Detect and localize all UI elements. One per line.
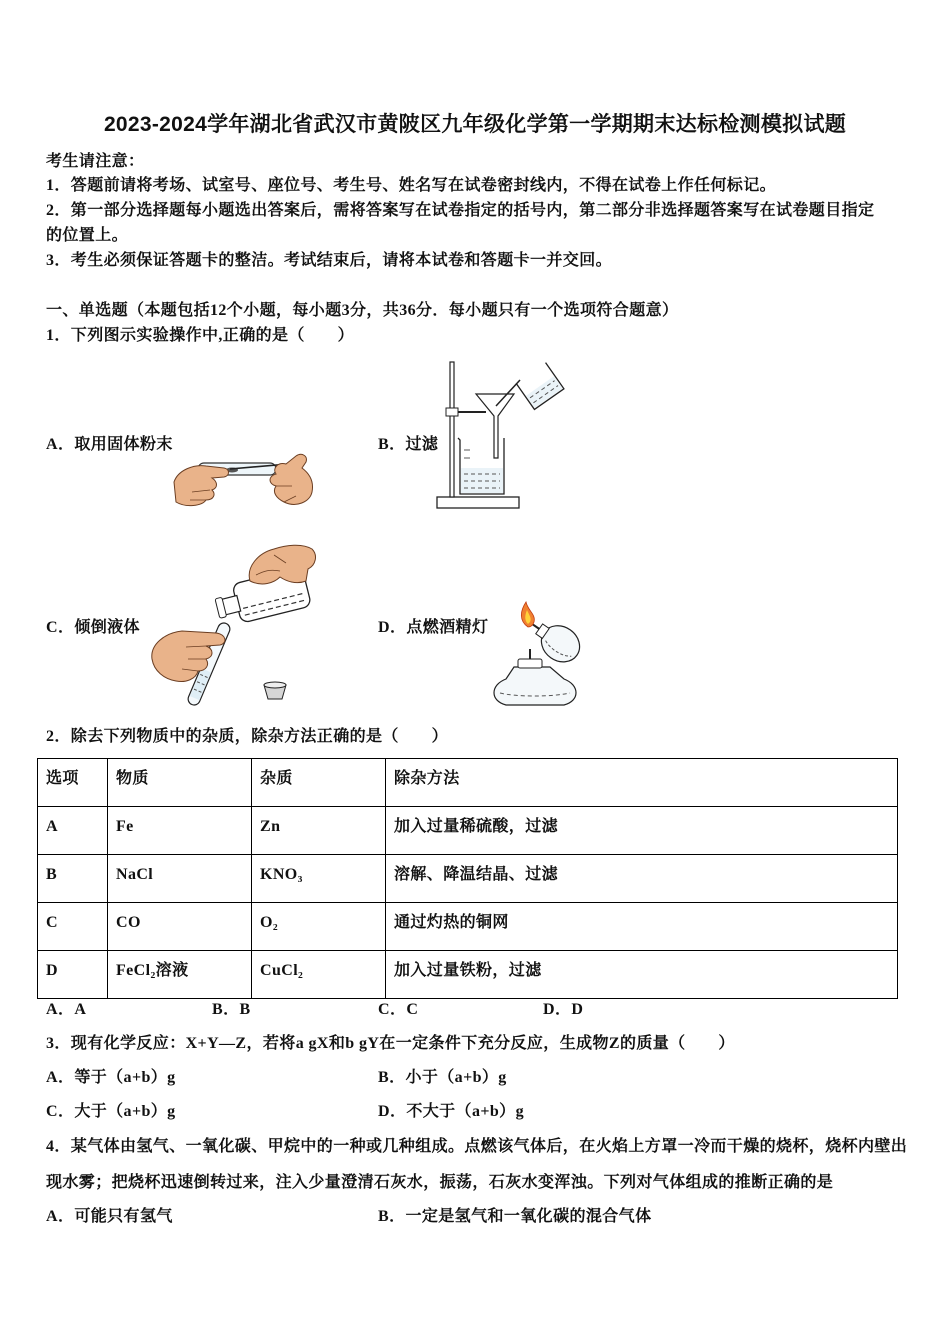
question-4-option-a: A．可能只有氢气 [46,1208,173,1225]
table-header-cell: 选项 [38,759,108,807]
question-4-option-b: B．一定是氢气和一氧化碳的混合气体 [378,1208,652,1225]
table-cell: CuCl₂ [252,951,386,999]
table-header-cell: 杂质 [252,759,386,807]
question-4-stem: 4．某气体由氢气、一氧化碳、甲烷中的一种或几种组成。点燃该气体后，在火焰上方罩一冷而干燥的烧杯，烧杯内壁出 [46,1138,908,1155]
table-header-row [38,759,898,807]
figure-filtration [434,358,568,512]
beaker-marks [464,450,470,458]
question-1-option-b: B．过滤 [378,436,439,453]
table-cell: 加入过量铁粉，过滤 [386,951,898,999]
question-2-option-b: B．B [212,1001,251,1018]
table-cell: B [38,855,108,903]
pouring-beaker [516,363,564,410]
section-heading: 一、单选题（本题包括12个小题，每小题3分，共36分．每小题只有一个选项符合题意） [46,302,679,319]
bottle-stopper [264,682,286,699]
question-2-option-c: C．C [378,1001,419,1018]
table-row [38,951,898,999]
question-3-option-d: D．不大于（a+b）g [378,1103,524,1120]
question-1-option-d: D．点燃酒精灯 [378,619,489,636]
question-3-option-c: C．大于（a+b）g [46,1103,176,1120]
right-hand [270,454,313,504]
table-cell: A [38,807,108,855]
impurity-table [37,758,898,999]
table-cell: CO [108,903,252,951]
figure-pouring-liquid [146,541,318,709]
table-row [38,855,898,903]
table-cell: 加入过量稀硫酸，过滤 [386,807,898,855]
figure-solid-powder [172,452,314,510]
table-cell: KNO₃ [252,855,386,903]
table-cell: NaCl [108,855,252,903]
notice-item-3: 3．考生必须保证答题卡的整洁。考试结束后，请将本试卷和答题卡一并交回。 [46,252,613,269]
table-cell: Zn [252,807,386,855]
question-3-option-a: A．等于（a+b）g [46,1069,176,1086]
table-cell: 溶解、降温结晶、过滤 [386,855,898,903]
table-cell: Fe [108,807,252,855]
hand-holding-bottle [249,545,315,584]
question-1-stem: 1．下列图示实验操作中,正确的是（ ） [46,327,355,344]
table-cell: 通过灼热的铜网 [386,903,898,951]
page-title: 2023-2024学年湖北省武汉市黄陂区九年级化学第一学期期末达标检测模拟试题 [103,113,847,136]
table-row [38,807,898,855]
question-3-stem: 3．现有化学反应：X+Y—Z，若将a gX和b gY在一定条件下充分反应，生成物Z的质量（ ） [46,1035,735,1052]
question-1-option-c: C．倾倒液体 [46,619,140,636]
question-2-stem: 2．除去下列物质中的杂质，除杂方法正确的是（ ） [46,728,449,745]
notice-heading: 考生请注意： [46,153,145,170]
question-2-option-a: A．A [46,1001,87,1018]
question-2-option-d: D．D [543,1001,584,1018]
stand-base [437,497,519,508]
question-4-stem-continued: 现水雾；把烧杯迅速倒转过来，注入少量澄清石灰水，振荡，石灰水变浑浊。下列对气体组成的推断正确的是 [46,1174,834,1191]
table-cell: C [38,903,108,951]
question-3-option-b: B．小于（a+b）g [378,1069,507,1086]
figure-alcohol-lamp [486,601,588,709]
table-cell: O₂ [252,903,386,951]
stand-rod [450,362,454,497]
question-1-option-a: A．取用固体粉末 [46,436,173,453]
notice-item-2: 2．第一部分选择题每小题选出答案后，需将答案写在试卷指定的括号内，第二部分非选择题答案写在试卷题目指定 [46,202,875,219]
notice-item-1: 1．答题前请将考场、试室号、座位号、考生号、姓名写在试卷密封线内，不得在试卷上作任何标记。 [46,177,777,194]
table-header-cell: 除杂方法 [386,759,898,807]
funnel [476,394,514,458]
table-row [38,903,898,951]
clamp [446,408,458,416]
table-header-cell: 物质 [108,759,252,807]
notice-item-2-continued: 的位置上。 [46,227,129,244]
table-cell: FeCl₂溶液 [108,951,252,999]
table-cell: D [38,951,108,999]
